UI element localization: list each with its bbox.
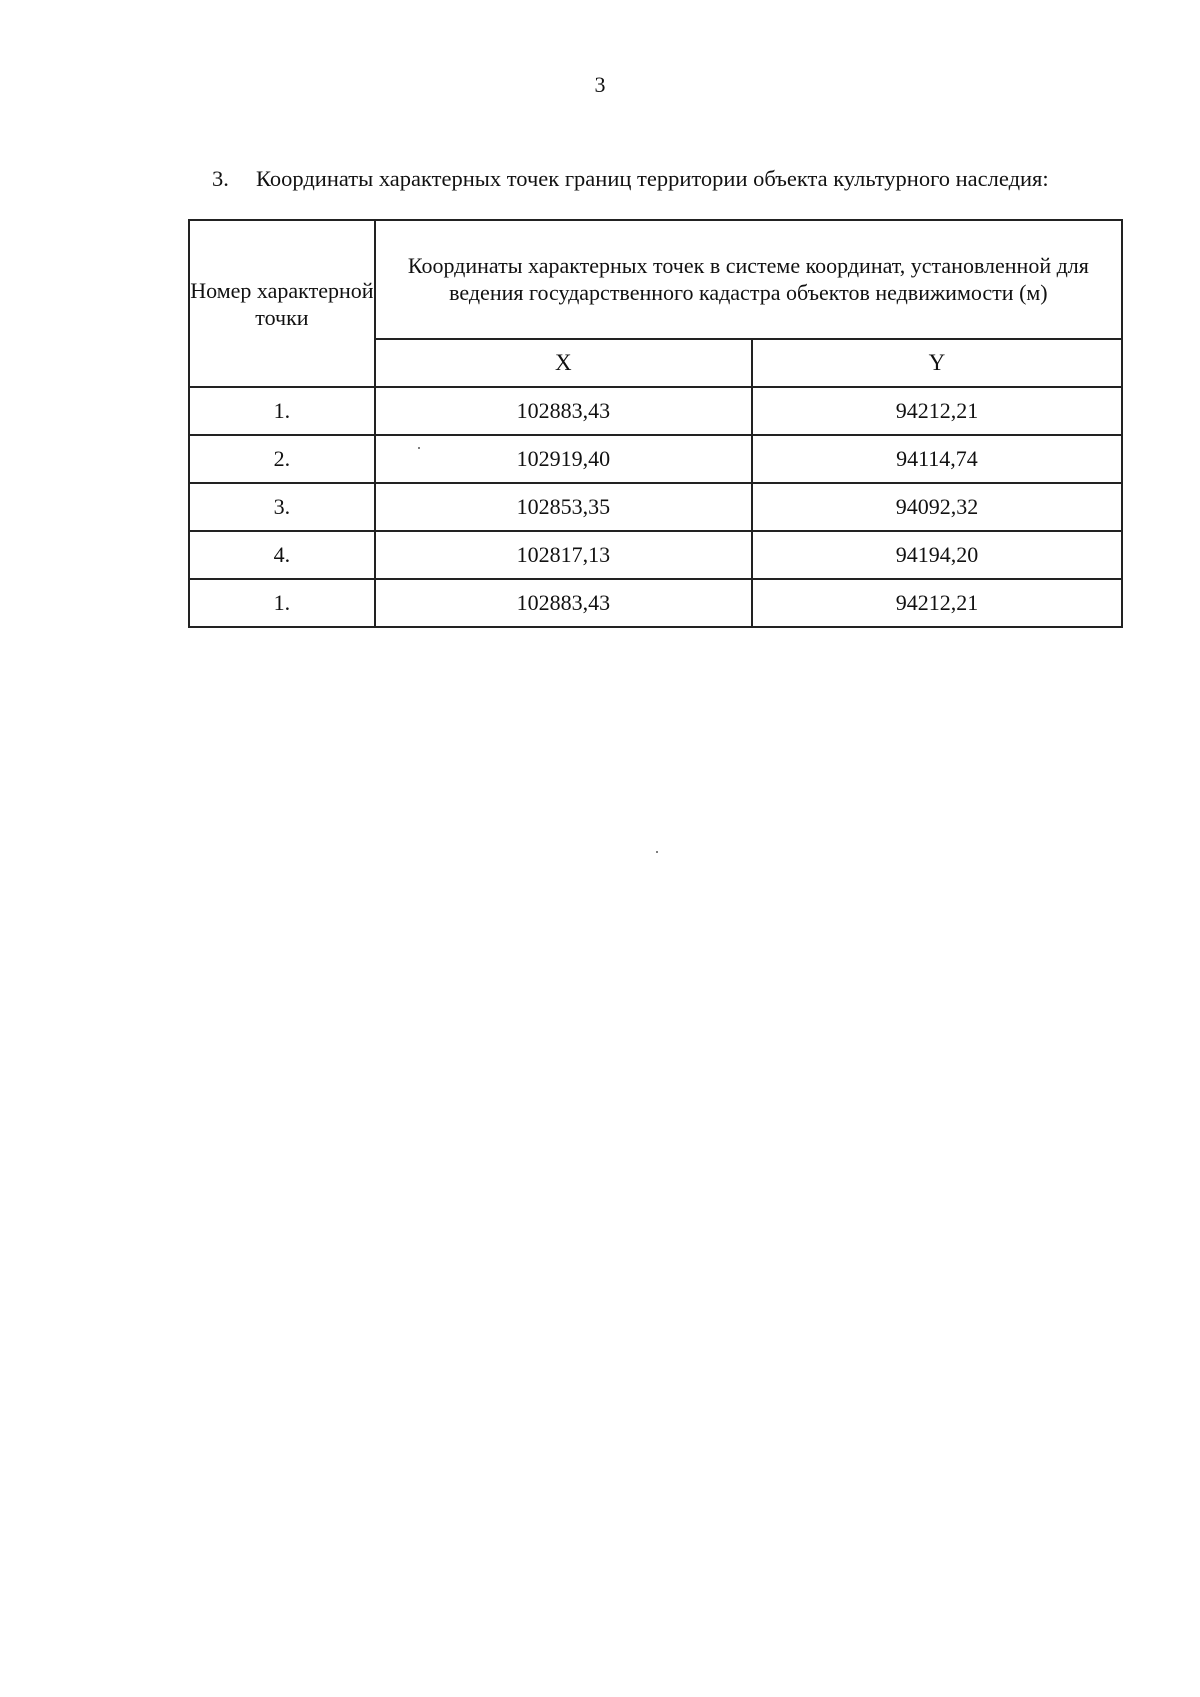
table-row [189,483,1122,531]
point-number-cell: 2. [189,435,375,483]
y-value-cell: 94212,21 [752,387,1122,435]
header-y: Y [752,339,1122,387]
table-header-row [189,220,1122,339]
y-value-cell: 94114,74 [752,435,1122,483]
table-row [189,579,1122,627]
point-number-cell: 1. [189,387,375,435]
x-value-cell: 102883,43 [375,579,752,627]
section-number: 3. [212,166,229,191]
y-value-cell: 94194,20 [752,531,1122,579]
point-number-cell: 4. [189,531,375,579]
x-value-cell: 102883,43 [375,387,752,435]
page-number: 3 [594,72,606,97]
table-row [189,435,1122,483]
header-coordinates: Координаты характерных точек в системе координат, установленной для ведения государственного кадастра объектов недвижимости (м) [375,220,1122,339]
x-value-cell: 102853,35 [375,483,752,531]
y-value-cell: 94092,32 [752,483,1122,531]
header-x: X [375,339,752,387]
table-row [189,531,1122,579]
coordinates-table [188,219,1123,628]
header-point-number: Номер характерной точки [189,220,375,387]
scan-speck [656,851,658,853]
section-heading [212,166,1049,192]
x-value-cell: 102919,40 [375,435,752,483]
point-number-cell: 1. [189,579,375,627]
point-number-cell: 3. [189,483,375,531]
section-title: Координаты характерных точек границ территории объекта культурного наследия: [256,166,1049,191]
y-value-cell: 94212,21 [752,579,1122,627]
table-row [189,387,1122,435]
scan-speck [418,447,420,449]
x-value-cell: 102817,13 [375,531,752,579]
